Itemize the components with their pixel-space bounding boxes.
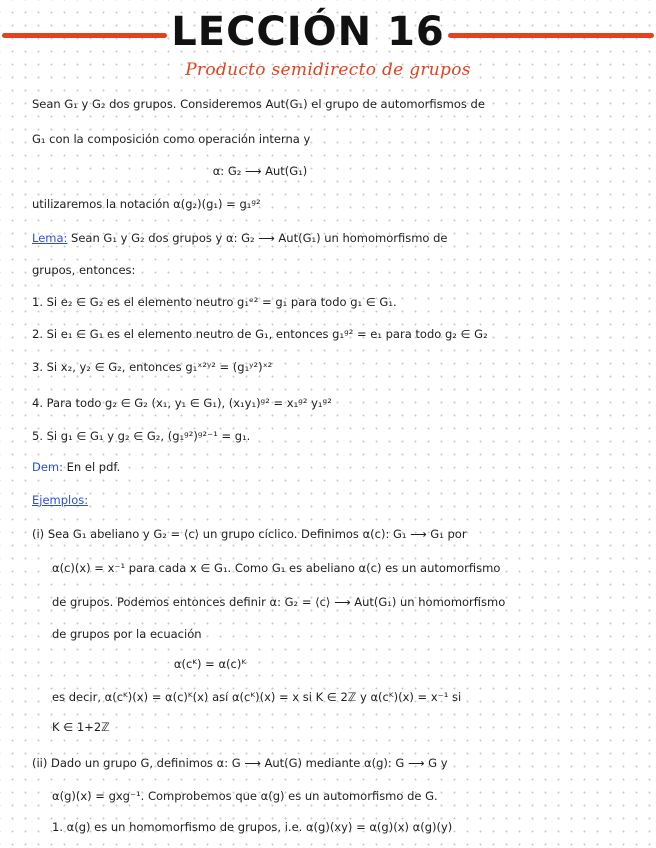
example-line: de grupos. Podemos entonces definir α: G₂ = ⟨c⟩ ⟶ Aut(G₁) un homomorfismo	[52, 595, 506, 609]
title-rule-right	[448, 33, 654, 38]
page-subtitle: Producto semidirecto de grupos	[185, 60, 471, 80]
example-line: es decir, α(cᴷ)(x) = α(c)ᴷ(x) así α(cᴷ)(x) = x si K ∈ 2ℤ y α(cᴷ)(x) = x⁻¹ si	[52, 690, 462, 704]
lemma-item: 4. Para todo g₂ ∈ G₂ (x₁, y₁ ∈ G₁), (x₁y₁)ᵍ² = x₁ᵍ² y₁ᵍ²	[32, 396, 332, 410]
example-line: (i) Sea G₁ abeliano y G₂ = ⟨c⟩ un grupo cíclico. Definimos α(c): G₁ ⟶ G₁ por	[32, 527, 467, 541]
intro-line: utilizaremos la notación α(g₂)(g₁) = g₁ᵍ²	[32, 197, 261, 211]
proof-text: En el pdf.	[63, 460, 121, 474]
lemma-item: 1. Si e₂ ∈ G₂ es el elemento neutro g₁ᵉ² = g₁ para todo g₁ ∈ G₁.	[32, 295, 397, 309]
example-line: de grupos por la ecuación	[52, 627, 202, 641]
example-formula: α(cᴷ) = α(c)ᴷ	[173, 657, 247, 671]
examples-label: Ejemplos:	[32, 493, 89, 507]
intro-line: G₁ con la composición como operación interna y	[32, 132, 311, 146]
lemma-text: Sean G₁ y G₂ dos grupos y α: G₂ ⟶ Aut(G₁) un homomorfismo de	[67, 231, 448, 245]
lemma-line: grupos, entonces:	[32, 263, 136, 277]
example-line: K ∈ 1+2ℤ	[52, 720, 110, 734]
lemma-label: Lema:	[32, 231, 68, 245]
proof-line	[32, 459, 120, 475]
lemma-item: 5. Si g₁ ∈ G₁ y g₂ ∈ G₂, (g₁ᵍ²)ᵍ²⁻¹ = g₁.	[32, 429, 251, 443]
lemma-item: 3. Si x₂, y₂ ∈ G₂, entonces g₁ˣ²ʸ² = (g₁ʸ²)ˣ²	[32, 360, 273, 374]
title-block	[0, 8, 656, 58]
intro-line: Sean G₁ y G₂ dos grupos. Consideremos Aut(G₁) el grupo de automorfismos de	[32, 97, 485, 111]
example-line: 1. α(g) es un homomorfismo de grupos, i.e. α(g)(xy) = α(g)(x) α(g)(y)	[52, 820, 453, 834]
example-line: α(g)(x) = gxg⁻¹. Comprobemos que α(g) es un automorfismo de G.	[52, 789, 438, 803]
page-title: LECCIÓN 16	[171, 9, 445, 55]
example-line: α(c)(x) = x⁻¹ para cada x ∈ G₁. Como G₁ es abeliano α(c) es un automorfismo	[52, 561, 501, 575]
lemma-item: 2. Si e₁ ∈ G₁ es el elemento neutro de G₁, entonces g₁ᵍ² = e₁ para todo g₂ ∈ G₂	[32, 327, 488, 341]
title-rule-left	[2, 33, 167, 38]
intro-formula: α: G₂ ⟶ Aut(G₁)	[212, 164, 308, 178]
lemma-line	[32, 230, 448, 246]
example-line: (ii) Dado un grupo G, definimos α: G ⟶ Aut(G) mediante α(g): G ⟶ G y	[32, 756, 448, 770]
proof-label: Dem:	[32, 460, 64, 474]
